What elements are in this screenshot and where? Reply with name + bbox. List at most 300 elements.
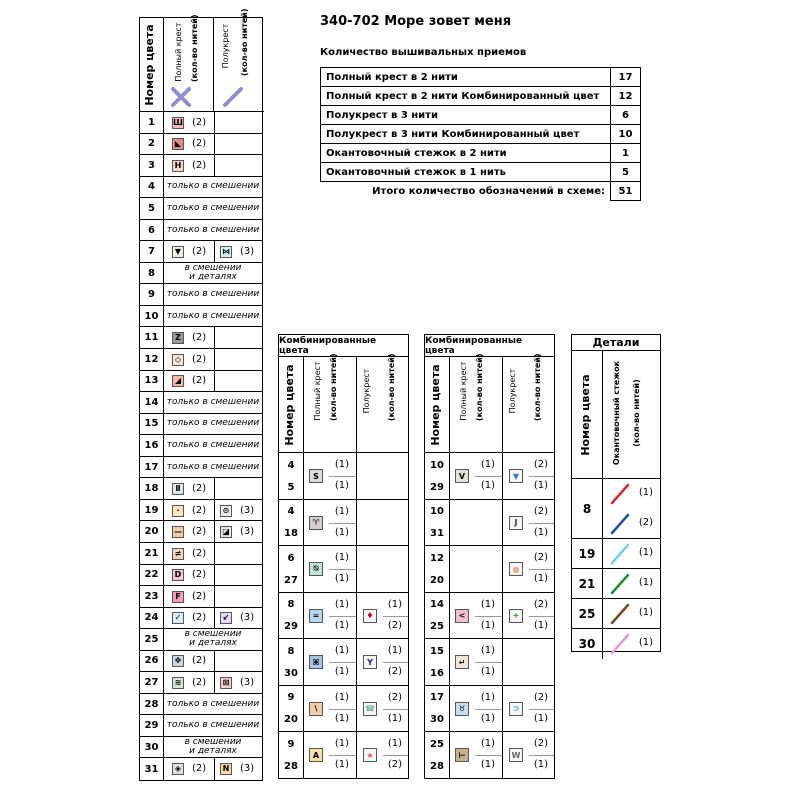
thread-count: (2) [192,159,207,171]
row-divider [383,662,408,663]
stitch-symbol: ≋ [172,677,184,689]
thread-count-b: (1) [480,480,496,491]
stitch-symbol: S [309,469,323,483]
color-number: 1 [140,112,164,133]
half-thread-count-a: (2) [533,552,549,563]
thread-count-label-2: (кол-во нитей) [240,8,249,76]
column-divider [214,327,215,348]
column-divider [356,500,357,546]
color-number: 10 [140,306,164,327]
column-divider [602,629,603,659]
color-number: 23 [140,586,164,607]
thread-count-a: (1) [480,645,496,656]
color-number-b: 31 [430,528,444,539]
color-number: 8 [582,502,592,516]
half-cross-label: Полукрест [508,368,517,414]
column-divider [502,500,503,546]
thread-count: (1) [638,607,654,618]
main-legend-table [139,8,263,781]
column-divider [356,546,357,592]
half-cross-label: Полукрест [221,23,230,69]
summary-value: 12 [611,87,641,106]
summary-label: Полукрест в 3 нити [321,106,611,125]
color-number: 25 [578,607,596,621]
column-divider [214,521,215,542]
color-number-b: 25 [430,621,444,632]
color-number-a: 12 [430,552,444,564]
combo-block [425,686,554,733]
color-number: 15 [140,414,164,435]
thread-count-label: (кол-во нитей) [632,379,641,447]
row-divider [475,709,502,710]
color-number: 5 [140,198,164,219]
table-row [140,478,262,500]
thread-count: (1) [638,577,654,588]
thread-count-label: (кол-во нитей) [475,353,484,421]
stitch-symbol: A [309,748,323,762]
stitch-symbol: F [172,591,184,603]
row-divider [529,709,554,710]
color-number-b: 27 [284,574,298,586]
combo-block [425,639,554,686]
detail-row [572,569,660,599]
half-thread-count-b: (1) [533,526,549,538]
half-stitch-symbol: ⊠ [220,677,232,689]
column-divider [356,593,357,639]
combo-block [279,732,408,779]
table-row [140,177,262,199]
backstitch-line-icon [608,512,632,536]
thread-count-b: (1) [334,526,350,538]
half-thread-count-b: (1) [533,712,549,724]
color-number-b: 29 [284,621,298,632]
column-divider [303,453,304,499]
column-divider [303,593,304,639]
mix-note: только в смешении [166,181,260,192]
half-thread-count-a: (1) [387,598,403,610]
thread-count-a: (1) [334,459,350,470]
mix-note: только в смешении [166,202,260,213]
thread-count: (2) [192,655,207,667]
half-stitch-symbol: W [509,748,523,762]
combo-block [425,453,554,500]
column-divider [602,599,603,628]
stitch-symbol: · [172,505,184,517]
summary-value: 1 [611,144,641,163]
stitch-symbol: ▼ [172,246,184,258]
half-stitch-symbol: ⋈ [222,247,230,257]
table-row [140,392,262,414]
half-thread-count-b: (1) [533,573,549,584]
table-row [140,715,262,737]
color-number-b: 28 [430,760,444,772]
column-divider [214,155,215,176]
table-row [140,565,262,587]
half-thread-count-b: (2) [387,666,403,677]
color-number: 22 [140,565,164,586]
thread-count-a: (1) [334,645,350,656]
column-divider [502,639,503,685]
table-row [140,134,262,156]
detail-row [572,539,660,569]
half-thread-count-a: (2) [533,598,549,610]
color-number-a: 8 [287,599,295,610]
thread-count-label: (кол-во нитей) [329,353,338,421]
color-number: 27 [140,672,164,693]
combined-colors-table-left [278,334,409,779]
summary-value: 17 [611,68,641,87]
thread-count-b: (1) [334,573,350,584]
summary-label: Окантовочный стежок в 2 нити [321,144,611,163]
table-row [140,737,262,759]
thread-count: (2) [192,332,207,344]
stitch-symbol: ⍉ [309,562,323,576]
thread-count: (2) [192,504,207,516]
table-row [140,629,262,651]
color-number: 4 [140,177,164,198]
thread-count: (2) [192,138,207,150]
summary-row [321,163,641,182]
color-number: 19 [578,547,596,561]
mix-note: только в смешении [166,289,260,300]
full-cross-label: Полный крест [459,361,468,421]
table-row [140,435,262,457]
color-number-a: 10 [430,506,444,517]
half-stitch-icon [222,86,244,108]
color-number-a: 8 [287,645,295,657]
thread-count-a: (1) [334,505,350,517]
thread-count-a: (1) [334,552,350,563]
color-number: 17 [140,457,164,478]
thread-count-b: (1) [480,759,496,770]
thread-count-a: (1) [334,738,350,749]
color-number-label: Номер цвета [429,364,442,446]
color-number: 3 [140,155,164,176]
row-divider [475,616,502,617]
table-row [140,241,262,263]
half-stitch-symbol: ☎ [363,702,377,716]
row-divider [329,662,356,663]
mix-note: в смешении и деталях [184,737,242,757]
combo-block [425,593,554,640]
color-number: 12 [140,349,164,370]
half-stitch-symbol: ▼ [509,469,523,483]
color-number-a: 9 [287,738,295,750]
color-number: 29 [140,715,164,736]
half-stitch-symbol: N [220,763,232,775]
stitch-symbol: ♈ [309,516,323,530]
mix-note: только в смешении [166,698,260,709]
combo-block [425,500,554,547]
half-thread-count-a: (2) [533,505,549,517]
color-number: 24 [140,608,164,629]
mix-note: только в смешении [166,224,260,235]
column-divider [502,732,503,779]
color-number: 11 [140,327,164,348]
column-divider [502,357,503,452]
half-cross-label: Полукрест [362,368,371,414]
color-number-a: 9 [287,692,295,703]
column-divider [449,732,450,779]
half-thread-count-b: (1) [533,619,549,631]
table-row [140,608,262,630]
column-divider [356,639,357,685]
column-divider [602,569,603,598]
color-number-b: 28 [284,760,298,772]
half-thread-count-a: (1) [387,738,403,749]
combo-block [279,500,408,547]
color-number: 21 [578,577,596,591]
table-row [140,457,262,479]
column-divider [449,453,450,499]
stitch-symbol: = [309,609,323,623]
stitch-symbol: ⌘ [309,655,323,669]
column-divider [449,357,450,452]
row-divider [329,569,356,570]
half-thread-count-b: (1) [533,480,549,491]
stitch-symbol: Ш [173,117,183,127]
thread-count: (2) [192,677,207,689]
column-divider [356,686,357,732]
half-thread-count: (3) [240,612,255,624]
summary-total-row [321,182,641,201]
thread-count-a: (1) [334,691,350,703]
combo-block [425,546,554,593]
column-divider [214,543,215,564]
half-thread-count-a: (2) [533,459,549,470]
color-number-b: 30 [430,714,444,725]
row-divider [529,476,554,477]
thread-count: (1) [638,547,654,558]
column-divider [214,241,215,262]
row-divider [383,755,408,756]
combo-block [279,686,408,733]
main-header-half [214,8,264,112]
color-number: 14 [140,392,164,413]
full-cross-label: Полный крест [313,361,322,421]
table-row [140,500,262,522]
summary-row [321,68,641,87]
table-row [140,155,262,177]
combined-colors-table-right [424,334,555,779]
thread-count-a: (1) [480,598,496,610]
color-number: 30 [140,737,164,758]
table-row [140,414,262,436]
column-divider [214,134,215,155]
column-divider [602,351,603,478]
summary-table [320,67,641,201]
column-divider [214,371,215,392]
half-thread-count: (3) [240,526,255,538]
color-number-b: 5 [287,481,295,493]
column-divider [502,546,503,592]
stitch-symbol: ✓ [172,612,184,624]
column-divider [303,639,304,685]
thread-count: (2) [638,517,654,528]
stitch-symbol: ≠ [172,548,184,560]
detail-row [572,479,660,539]
summary-row [321,125,641,144]
stitch-symbol: ◈ [172,763,184,775]
combined-header [279,353,408,453]
color-number: 8 [140,263,164,284]
combo-block [279,453,408,500]
stitch-symbol: ♉ [455,702,469,716]
color-number-b: 20 [430,574,444,586]
summary-label: Окантовочный стежок в 1 нить [321,163,611,182]
column-divider [214,758,215,780]
mix-note: только в смешении [166,418,260,429]
thread-count: (2) [192,590,207,602]
color-number: 20 [140,521,164,542]
combo-block [425,732,554,779]
half-thread-count: (3) [240,763,255,775]
thread-count-b: (1) [480,712,496,724]
backstitch-line-icon [608,632,632,656]
row-divider [383,709,408,710]
thread-count: (2) [192,763,207,775]
row-divider [329,616,356,617]
table-row [140,586,262,608]
thread-count: (2) [192,612,207,624]
stitch-symbol: V [455,469,469,483]
table-row [140,758,262,780]
thread-count-a: (1) [334,598,350,610]
summary-value: 10 [611,125,641,144]
column-divider [214,112,215,133]
color-number-a: 4 [287,459,295,471]
summary-label: Полный крест в 2 нити Комбинированный цвет [321,87,611,106]
thread-count: (1) [638,637,654,648]
row-divider [529,755,554,756]
summary-row [321,87,641,106]
half-thread-count-a: (2) [533,738,549,749]
half-thread-count: (3) [240,504,255,516]
half-thread-count-b: (1) [533,759,549,770]
mix-note: только в смешении [166,439,260,450]
stitch-symbol: ◇ [172,354,184,366]
table-row [140,543,262,565]
thread-count: (2) [192,526,207,538]
column-divider [502,686,503,732]
thread-count-a: (1) [480,459,496,470]
half-thread-count-a: (2) [533,691,549,703]
table-row [140,651,262,673]
color-number: 28 [140,694,164,715]
column-divider [303,686,304,732]
row-divider [475,755,502,756]
table-row [140,263,262,285]
thread-count: (2) [192,375,207,387]
color-number-b: 18 [284,528,298,539]
details-table [571,334,661,652]
full-cross-label: Полный крест [174,22,183,82]
column-divider [214,565,215,586]
color-number: 31 [140,758,164,780]
color-number-label: Номер цвета [579,374,592,456]
color-number: 19 [140,500,164,521]
color-number-label: Номер цвета [143,24,156,106]
summary-total-label: Итого количество обозначений в схеме: [372,185,605,197]
thread-count: (2) [192,246,207,258]
color-number: 25 [140,629,164,650]
color-number: 16 [140,435,164,456]
details-header [572,351,660,479]
color-number-b: 29 [430,481,444,493]
table-row [140,349,262,371]
color-number: 13 [140,371,164,392]
summary-total-value: 51 [611,182,641,201]
column-divider [214,672,215,693]
color-number-b: 20 [284,714,298,725]
summary-subtitle: Количество вышивальных приемов [320,47,527,58]
stitch-symbol: Z [172,332,184,344]
thread-count-b: (1) [334,759,350,770]
color-number-a: 25 [430,738,444,750]
table-row [140,112,262,134]
color-number-a: 15 [430,645,444,657]
column-divider [214,651,215,672]
table-row [140,306,262,328]
main-header-full [164,14,214,112]
thread-count-label-2: (кол-во нитей) [533,353,542,421]
column-divider [502,593,503,639]
summary-row [321,144,641,163]
stitch-symbol: — [174,527,182,537]
table-row [140,284,262,306]
column-divider [449,546,450,592]
thread-count-b: (1) [334,480,350,491]
half-thread-count-a: (1) [387,645,403,656]
thread-count-b: (1) [334,666,350,677]
detail-row [572,629,660,659]
column-divider [602,539,603,568]
half-thread-count-a: (2) [387,691,403,703]
table-row [140,694,262,716]
column-divider [303,500,304,546]
mix-note: только в смешении [166,461,260,472]
half-stitch-symbol: ● [509,562,523,576]
mix-note: только в смешении [166,396,260,407]
half-stitch-symbol: ⊙ [220,505,232,517]
combined-title-2: Комбинированные цвета [425,335,554,357]
column-divider [214,349,215,370]
column-divider [303,546,304,592]
half-stitch-symbol: ♦ [363,609,377,623]
backstitch-line-icon [608,602,632,626]
thread-count-a: (1) [480,691,496,703]
column-divider [356,357,357,452]
stitch-symbol: ◢ [172,375,184,387]
half-thread-count: (3) [240,246,255,258]
thread-count: (2) [192,547,207,559]
table-row [140,327,262,349]
half-stitch-symbol: + [509,609,523,623]
half-thread-count: (3) [240,677,255,689]
row-divider [383,616,408,617]
thread-count-b: (1) [334,712,350,724]
color-number-a: 14 [430,599,444,610]
half-stitch-symbol: ⊃ [509,702,523,716]
column-divider [214,500,215,521]
column-divider [502,453,503,499]
half-stitch-symbol: ↙ [220,612,232,624]
details-title: Детали [572,335,660,351]
thread-count: (2) [192,569,207,581]
thread-count: (2) [192,483,207,495]
half-stitch-symbol: ★ [363,748,377,762]
row-divider [329,523,356,524]
